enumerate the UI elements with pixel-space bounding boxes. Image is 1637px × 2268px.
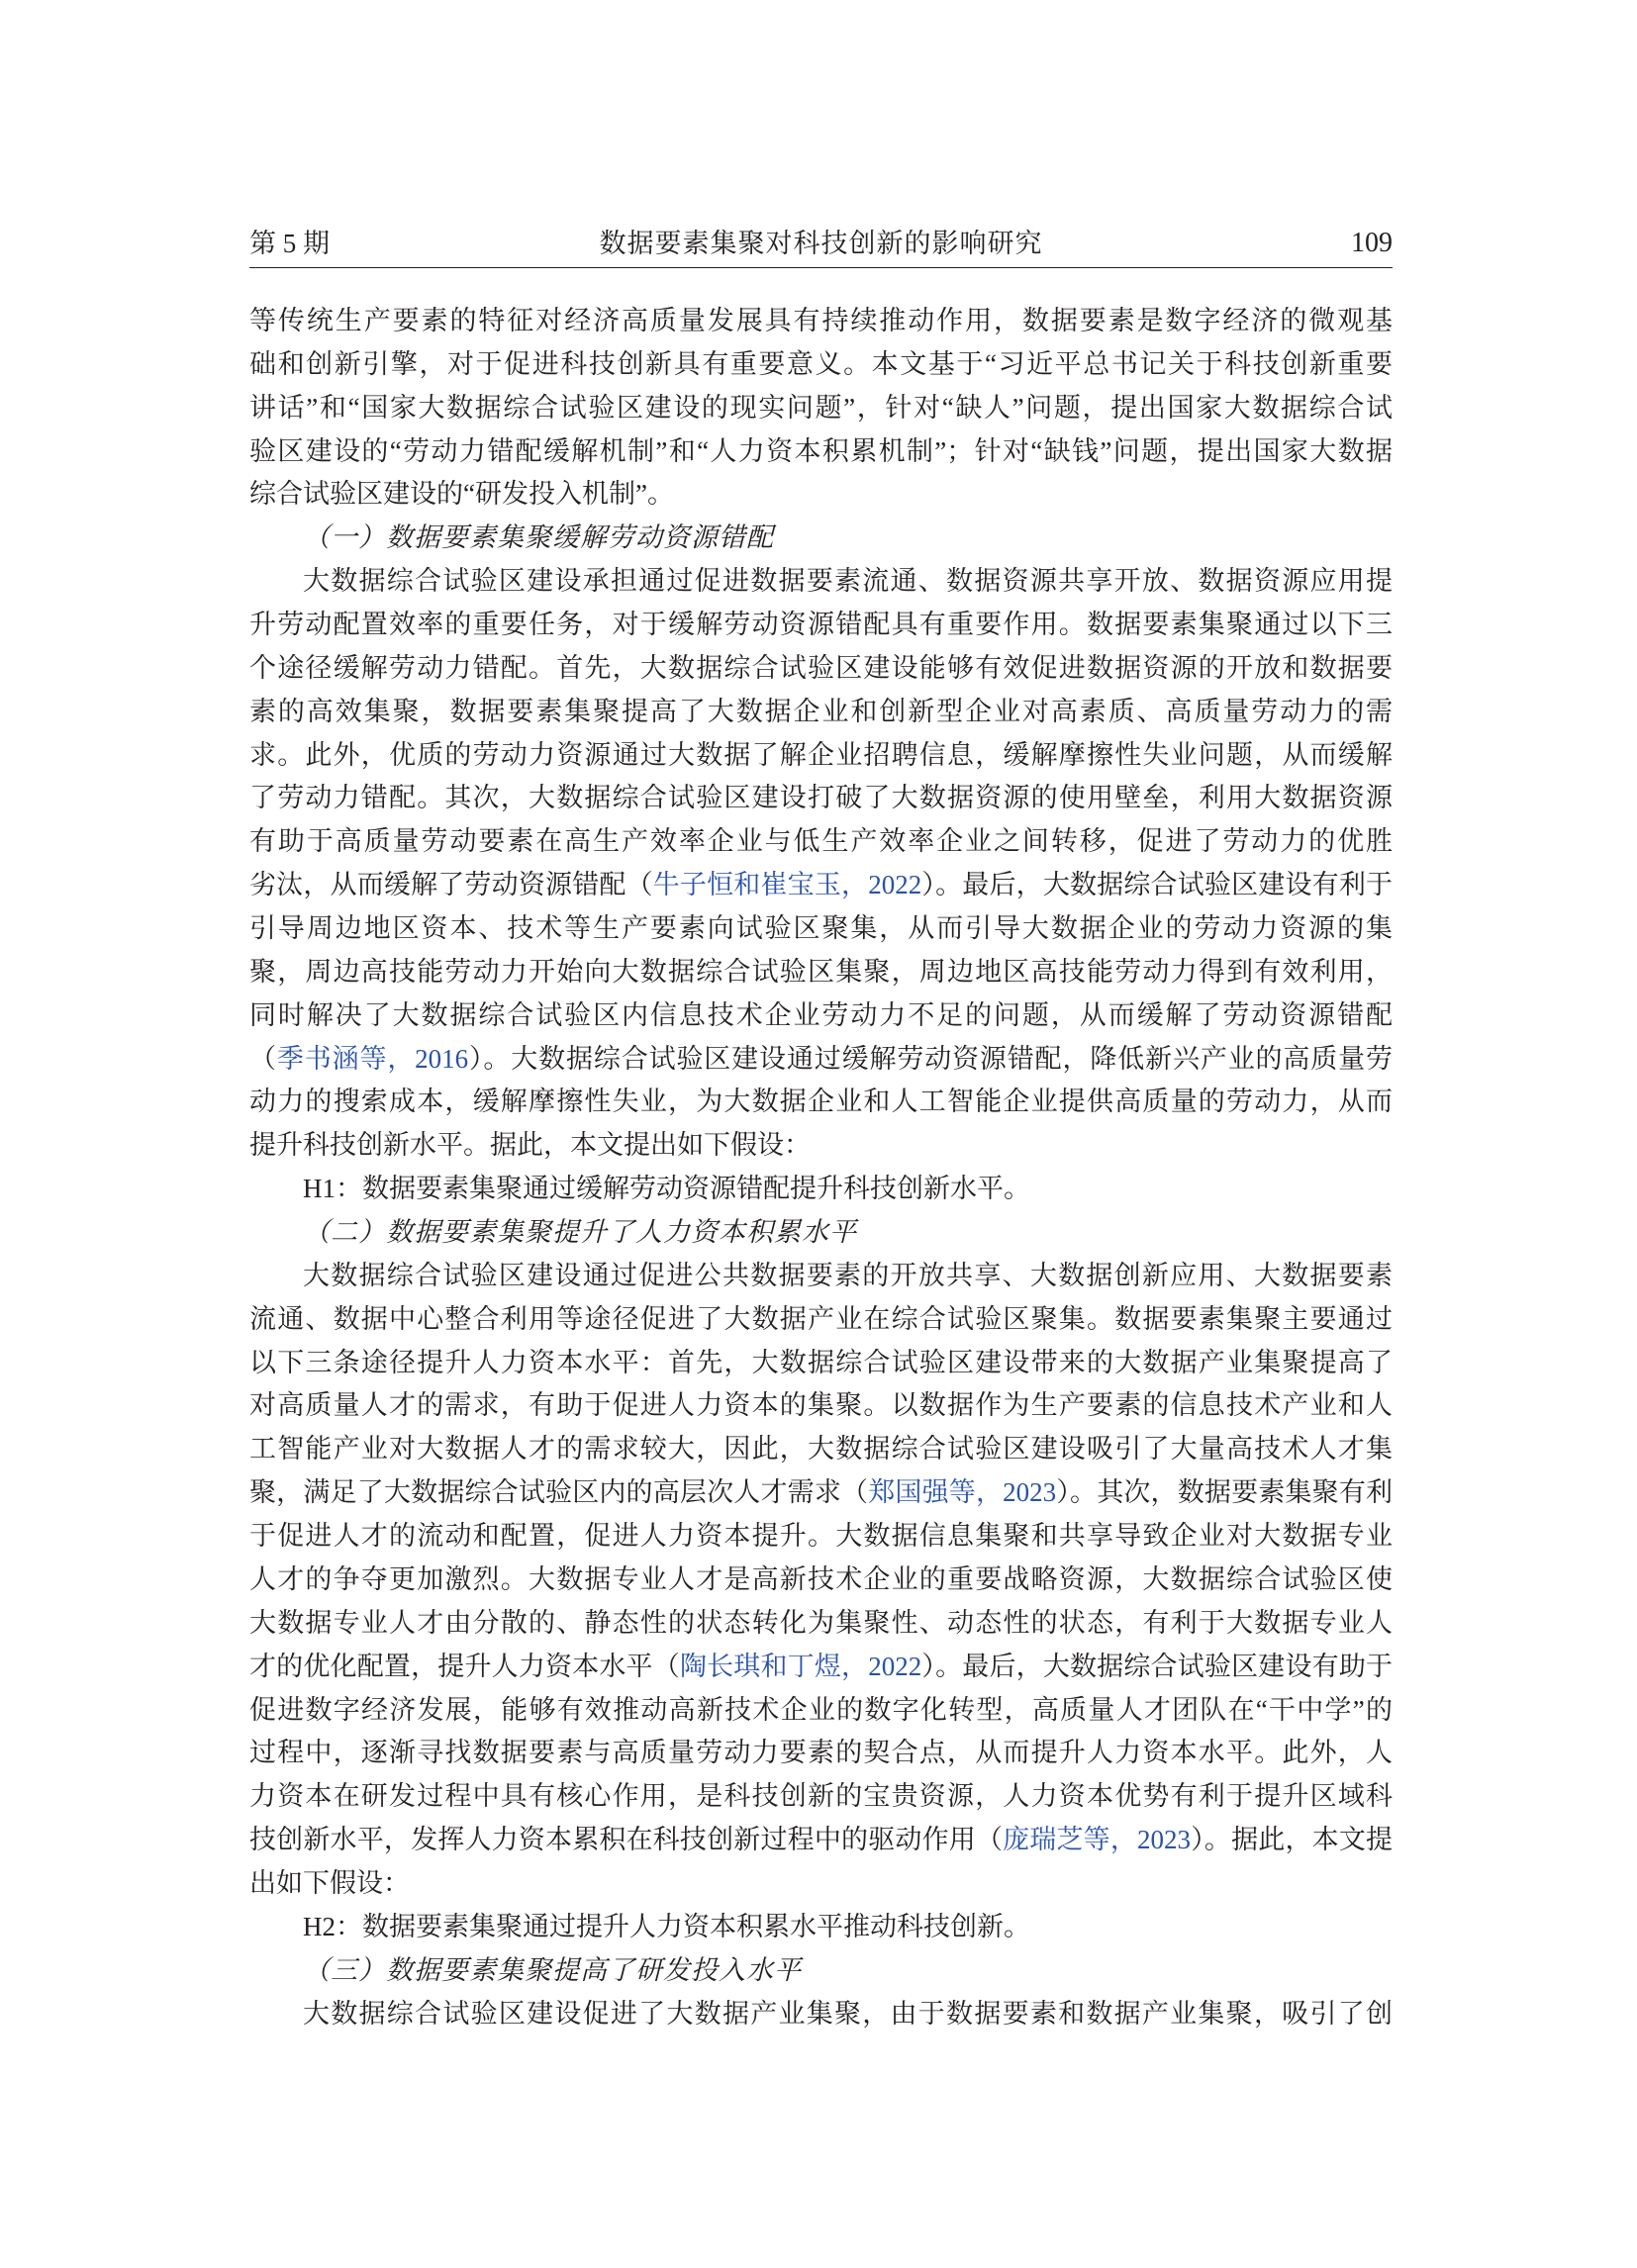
text-line <box>249 864 1393 907</box>
text-segment: ）。最后，大数据综合试验区建设有助于 <box>921 1651 1393 1681</box>
text-line: 有助于高质量劳动要素在高生产效率企业与低生产效率企业之间转移，促进了劳动力的优胜 <box>249 826 1393 857</box>
text-line: 引导周边地区资本、技术等生产要素向试验区聚集，从而引导大数据企业的劳动力资源的集 <box>249 913 1393 944</box>
section-heading: （二）数据要素集聚提升了人力资本积累水平 <box>303 1217 857 1248</box>
hypothesis-statement: H2：数据要素集聚通过提升人力资本积累水平推动科技创新。 <box>303 1911 1030 1941</box>
text-line: 等传统生产要素的特征对经济高质量发展具有持续推动作用，数据要素是数字经济的微观基 <box>249 306 1393 335</box>
text-line: 动力的搜索成本，缓解摩擦性失业，为大数据企业和人工智能企业提供高质量的劳动力，从而 <box>249 1087 1393 1117</box>
text-line: 个途径缓解劳动力错配。首先，大数据综合试验区建设能够有效促进数据资源的开放和数据要 <box>249 652 1393 683</box>
citation-link[interactable]: 牛子恒和崔宝玉，2022 <box>652 870 922 900</box>
text-line: 过程中，逐渐寻找数据要素与高质量劳动力要素的契合点，从而提升人力资本水平。此外，人 <box>249 1738 1393 1768</box>
text-segment: ）。据此，本文提 <box>1191 1825 1393 1855</box>
text-line: 出如下假设： <box>249 1867 410 1898</box>
text-line: 素的高效集聚，数据要素集聚提高了大数据企业和创新型企业对高素质、高质量劳动力的需 <box>249 696 1393 726</box>
paragraph <box>249 1255 1393 1906</box>
text-line: 大数据综合试验区建设承担通过促进数据要素流通、数据资源共享开放、数据资源应用提 <box>303 566 1393 597</box>
text-line: 聚，周边高技能劳动力开始向大数据综合试验区集聚，周边地区高技能劳动力得到有效利用， <box>249 956 1393 987</box>
paragraph <box>249 1993 1393 2036</box>
text-line: 流通、数据中心整合利用等途径促进了大数据产业在综合试验区聚集。数据要素集聚主要通过 <box>249 1303 1393 1334</box>
text-line: 力资本在研发过程中具有核心作用，是科技创新的宝贵资源，人力资本优势有利于提升区域科 <box>249 1781 1393 1812</box>
header-rule <box>249 267 1393 268</box>
text-segment: 才的优化配置，提升人力资本水平（ <box>249 1651 680 1681</box>
text-line: 升劳动配置效率的重要任务，对于缓解劳动资源错配具有重要作用。数据要素集聚通过以下三 <box>249 610 1393 640</box>
body-text <box>249 300 1393 2035</box>
page-number: 109 <box>1351 228 1393 258</box>
text-segment: （ <box>249 1043 277 1074</box>
paragraph <box>249 560 1393 1168</box>
hypothesis-statement: H1：数据要素集聚通过缓解劳动资源错配提升科技创新水平。 <box>303 1174 1030 1204</box>
text-segment: 劣汰，从而缓解了劳动资源错配（ <box>249 870 653 900</box>
text-line: 提升科技创新水平。据此，本文提出如下假设： <box>249 1130 811 1161</box>
text-line: 以下三条途径提升人力资本水平：首先，大数据综合试验区建设带来的大数据产业集聚提高了 <box>249 1347 1393 1377</box>
text-line: 工智能产业对大数据人才的需求较大，因此，大数据综合试验区建设吸引了大量高技术人才集 <box>249 1434 1393 1465</box>
text-line: 讲话”和“国家大数据综合试验区建设的现实问题”，针对“缺人”问题，提出国家大数据综合试 <box>249 392 1393 423</box>
section-heading: （一）数据要素集聚缓解劳动资源错配 <box>303 522 774 553</box>
text-line <box>249 1038 1393 1082</box>
running-head <box>249 226 1393 261</box>
text-segment: ）。大数据综合试验区建设通过缓解劳动资源错配，降低新兴产业的高质量劳 <box>468 1043 1393 1074</box>
text-line <box>249 1646 1393 1689</box>
text-line: 求。此外，优质的劳动力资源通过大数据了解企业招聘信息，缓解摩擦性失业问题，从而缓解 <box>249 739 1393 770</box>
text-line: 验区建设的“劳动力错配缓解机制”和“人力资本积累机制”；针对“缺钱”问题，提出国家大数据 <box>249 435 1393 466</box>
text-line: 大数据综合试验区建设通过促进公共数据要素的开放共享、大数据创新应用、大数据要素 <box>303 1260 1393 1290</box>
text-segment: 聚，满足了大数据综合试验区内的高层次人才需求（ <box>249 1477 869 1508</box>
text-segment: ）。其次，数据要素集聚有利 <box>1056 1477 1393 1508</box>
text-line: 了劳动力错配。其次，大数据综合试验区建设打破了大数据资源的使用壁垒，利用大数据资源 <box>249 783 1393 813</box>
text-line: 对高质量人才的需求，有助于促进人力资本的集聚。以数据作为生产要素的信息技术产业和人 <box>249 1390 1393 1421</box>
text-line: 促进数字经济发展，能够有效推动高新技术企业的数字化转型，高质量人才团队在“干中学”的 <box>249 1694 1393 1725</box>
paragraph <box>249 300 1393 517</box>
text-segment: 技创新水平，发挥人力资本累积在科技创新过程中的驱动作用（ <box>249 1825 1004 1855</box>
citation-link[interactable]: 陶长琪和丁煜，2022 <box>679 1651 922 1681</box>
text-line: 同时解决了大数据综合试验区内信息技术企业劳动力不足的问题，从而缓解了劳动资源错配 <box>249 999 1393 1030</box>
citation-link[interactable]: 庞瑞芝等，2023 <box>1003 1825 1192 1855</box>
text-line: 大数据综合试验区建设促进了大数据产业集聚，由于数据要素和数据产业集聚，吸引了创 <box>303 1998 1393 2029</box>
text-segment: ）。最后，大数据综合试验区建设有利于 <box>921 870 1393 900</box>
text-line <box>249 1471 1393 1515</box>
text-line: 人才的争夺更加激烈。大数据专业人才是高新技术企业的重要战略资源，大数据综合试验区使 <box>249 1563 1393 1594</box>
citation-link[interactable]: 郑国强等，2023 <box>868 1477 1057 1508</box>
issue-number: 第 5 期 <box>249 229 330 258</box>
text-line: 大数据专业人才由分散的、静态性的状态转化为集聚性、动态性的状态，有利于大数据专业人 <box>249 1607 1393 1638</box>
section-heading: （三）数据要素集聚提高了研发投入水平 <box>303 1954 802 1985</box>
running-title: 数据要素集聚对科技创新的影响研究 <box>599 229 1043 258</box>
text-line: 综合试验区建设的“研发投入机制”。 <box>249 479 674 510</box>
text-line: 础和创新引擎，对于促进科技创新具有重要意义。本文基于“习近平总书记关于科技创新重要 <box>249 348 1393 379</box>
text-line <box>249 1819 1393 1862</box>
text-line: 于促进人才的流动和配置，促进人力资本提升。大数据信息集聚和共享导致企业对大数据专业 <box>249 1521 1393 1552</box>
citation-link[interactable]: 季书涵等，2016 <box>276 1043 469 1074</box>
